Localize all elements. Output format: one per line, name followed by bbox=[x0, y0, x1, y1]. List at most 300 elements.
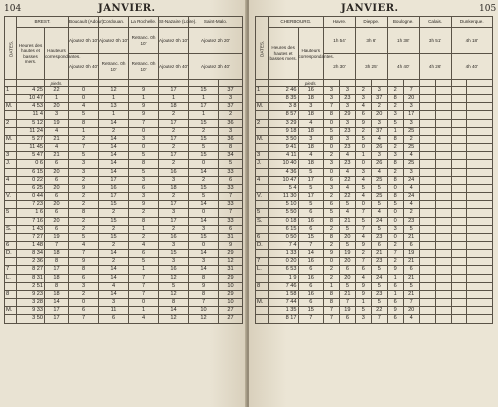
height-cell: 8 bbox=[69, 266, 99, 274]
height-cell: 15 bbox=[99, 201, 129, 209]
correction-cell: Retranc. 0h 10' bbox=[129, 28, 159, 54]
time-cell: 4 11 bbox=[268, 152, 298, 160]
height-cell: 25 bbox=[403, 160, 419, 168]
right-page bbox=[249, 0, 498, 407]
height-cell: 2 bbox=[69, 290, 99, 298]
page-number: 105 bbox=[479, 4, 497, 14]
date-cell: M. bbox=[256, 135, 269, 143]
height-cell: 8 bbox=[159, 299, 189, 307]
height-cell: 7 bbox=[298, 315, 324, 323]
time-cell: 7 16 bbox=[17, 217, 45, 225]
height-cell: 1 bbox=[129, 266, 159, 274]
time-cell: 8 31 bbox=[17, 274, 45, 282]
height-cell: 9 bbox=[387, 266, 403, 274]
height-cell: 19 bbox=[45, 233, 69, 241]
empty-cell bbox=[467, 119, 493, 127]
time-cell: 0 44 bbox=[17, 193, 45, 201]
table-row bbox=[5, 274, 243, 282]
height-cell: 5 bbox=[339, 225, 355, 233]
height-cell: 0 bbox=[387, 184, 403, 192]
height-cell: 5 bbox=[339, 241, 355, 249]
height-cell: 29 bbox=[339, 111, 355, 119]
height-cell: 20 bbox=[403, 307, 419, 315]
empty-cell bbox=[467, 193, 493, 201]
height-cell: 15 bbox=[189, 152, 219, 160]
table-row bbox=[256, 307, 493, 315]
correction-cell: Ajoutez 0h 40' bbox=[159, 54, 189, 80]
port-brest: BREST. bbox=[17, 17, 69, 28]
height-cell: 9 bbox=[355, 241, 371, 249]
time-cell: 1 33 bbox=[268, 250, 298, 258]
height-cell: 2 bbox=[99, 127, 129, 135]
table-row bbox=[256, 103, 493, 111]
date-cell bbox=[256, 307, 269, 315]
time-cell: 1 48 bbox=[17, 241, 45, 249]
height-cell: 5 bbox=[69, 111, 99, 119]
time-cell: 10 47 bbox=[17, 95, 45, 103]
table-row bbox=[256, 201, 493, 209]
height-cell: 2 bbox=[129, 233, 159, 241]
height-cell: 6 bbox=[45, 209, 69, 217]
height-cell: 24 bbox=[371, 217, 387, 225]
empty-cell bbox=[467, 95, 493, 103]
height-cell: 6 bbox=[355, 266, 371, 274]
height-cell: 16 bbox=[298, 258, 324, 266]
empty-cell bbox=[467, 201, 493, 209]
height-cell: 8 bbox=[324, 299, 340, 307]
height-cell: 14 bbox=[99, 119, 129, 127]
empty-cell bbox=[419, 135, 435, 143]
date-cell bbox=[5, 184, 17, 192]
height-cell: 20 bbox=[45, 168, 69, 176]
height-cell: 6 bbox=[298, 225, 324, 233]
height-cell: 33 bbox=[219, 184, 243, 192]
date-cell bbox=[5, 282, 17, 290]
height-cell: 6 bbox=[69, 307, 99, 315]
left-page bbox=[0, 0, 247, 407]
date-cell bbox=[5, 168, 17, 176]
empty-cell bbox=[419, 87, 435, 95]
height-cell: 2 bbox=[371, 103, 387, 111]
table-row bbox=[256, 266, 493, 274]
height-cell: 37 bbox=[371, 95, 387, 103]
empty-cell bbox=[451, 152, 467, 160]
table-row bbox=[5, 95, 243, 103]
height-cell: 36 bbox=[219, 135, 243, 143]
height-cell: 1 bbox=[69, 127, 99, 135]
running-head: JANVIER. bbox=[341, 3, 399, 14]
date-cell: J. bbox=[5, 160, 17, 168]
height-cell: 6 bbox=[355, 111, 371, 119]
height-cell: 5 bbox=[371, 299, 387, 307]
height-cell: 18 bbox=[298, 127, 324, 135]
date-cell: L. bbox=[5, 274, 17, 282]
time-cell: 9 18 bbox=[268, 127, 298, 135]
date-cell: 4 bbox=[5, 176, 17, 184]
height-cell: 21 bbox=[339, 217, 355, 225]
table-row bbox=[5, 103, 243, 111]
time-cell: 10 47 bbox=[268, 176, 298, 184]
height-cell: 12 bbox=[159, 315, 189, 323]
height-cell: 3 bbox=[355, 168, 371, 176]
height-cell: 21 bbox=[403, 290, 419, 298]
height-cell: 0 bbox=[324, 168, 340, 176]
height-cell: 3 bbox=[129, 135, 159, 143]
date-cell bbox=[256, 95, 269, 103]
height-cell: 17 bbox=[298, 193, 324, 201]
height-cell: 3 bbox=[189, 258, 219, 266]
empty-cell bbox=[467, 184, 493, 192]
height-cell: 5 bbox=[355, 217, 371, 225]
height-cell: 15 bbox=[189, 87, 219, 95]
height-cell: 17 bbox=[99, 193, 129, 201]
table-row bbox=[256, 95, 493, 103]
height-cell: 8 bbox=[324, 217, 340, 225]
height-cell: 7 bbox=[129, 119, 159, 127]
time-cell: 5 12 bbox=[17, 119, 45, 127]
table-row bbox=[5, 87, 243, 95]
height-cell: 18 bbox=[298, 144, 324, 152]
table-row bbox=[256, 209, 493, 217]
time-cell: 5 10 bbox=[268, 201, 298, 209]
time-cell: 3 8 bbox=[268, 103, 298, 111]
height-cell: 4 bbox=[403, 184, 419, 192]
height-cell: 1 bbox=[129, 225, 159, 233]
empty-cell bbox=[419, 209, 435, 217]
height-cell: 6 bbox=[387, 299, 403, 307]
height-cell: 17 bbox=[159, 201, 189, 209]
height-cell: 1 bbox=[45, 95, 69, 103]
table-row bbox=[256, 152, 493, 160]
height-cell: 0 bbox=[69, 299, 99, 307]
date-cell bbox=[5, 111, 17, 119]
height-cell: 2 bbox=[99, 241, 129, 249]
empty-cell bbox=[451, 144, 467, 152]
date-cell: 3 bbox=[256, 152, 269, 160]
height-cell: 3 bbox=[298, 135, 324, 143]
empty-cell bbox=[467, 250, 493, 258]
table-row bbox=[5, 193, 243, 201]
correction-cell: 3h 25' bbox=[355, 54, 387, 80]
height-cell: 4 bbox=[99, 282, 129, 290]
height-cell: 14 bbox=[99, 135, 129, 143]
height-cell: 4 bbox=[129, 315, 159, 323]
empty-cell bbox=[451, 299, 467, 307]
height-cell: 25 bbox=[403, 127, 419, 135]
height-cell: 10 bbox=[189, 307, 219, 315]
empty-cell bbox=[419, 160, 435, 168]
height-cell: 14 bbox=[99, 266, 129, 274]
height-cell: 5 bbox=[371, 201, 387, 209]
height-cell: 14 bbox=[298, 250, 324, 258]
height-cell: 8 bbox=[69, 119, 99, 127]
height-cell: 10 bbox=[219, 282, 243, 290]
correction-cell: 1h 38' bbox=[387, 28, 419, 54]
time-cell: 0 20 bbox=[268, 258, 298, 266]
date-cell: 1 bbox=[5, 87, 17, 95]
height-cell: 29 bbox=[219, 274, 243, 282]
height-cell: 5 bbox=[371, 282, 387, 290]
height-cell: 2 bbox=[387, 241, 403, 249]
table-row bbox=[256, 135, 493, 143]
height-cell: 0 bbox=[387, 209, 403, 217]
date-cell bbox=[256, 144, 269, 152]
height-cell: 3 bbox=[371, 87, 387, 95]
height-cell: 3 bbox=[355, 315, 371, 323]
time-cell: 7 27 bbox=[17, 233, 45, 241]
table-row bbox=[5, 111, 243, 119]
height-cell: 3 bbox=[159, 176, 189, 184]
height-cell: 6 bbox=[45, 225, 69, 233]
height-cell: 3 bbox=[387, 225, 403, 233]
empty-cell bbox=[435, 193, 451, 201]
height-cell: 16 bbox=[159, 266, 189, 274]
empty-cell bbox=[419, 274, 435, 282]
height-cell: 17 bbox=[159, 152, 189, 160]
height-cell: 2 bbox=[387, 168, 403, 176]
height-cell: 27 bbox=[219, 315, 243, 323]
height-cell: 2 bbox=[69, 193, 99, 201]
height-cell: 31 bbox=[219, 233, 243, 241]
height-cell: 6 bbox=[298, 299, 324, 307]
date-cell bbox=[256, 225, 269, 233]
date-cell: 2 bbox=[5, 119, 17, 127]
height-cell: 3 bbox=[355, 95, 371, 103]
table-row bbox=[5, 160, 243, 168]
height-cell: 5 bbox=[219, 160, 243, 168]
height-cell: 20 bbox=[339, 274, 355, 282]
date-cell bbox=[5, 201, 17, 209]
height-cell: 16 bbox=[298, 290, 324, 298]
empty-cell bbox=[435, 144, 451, 152]
tide-table-right bbox=[255, 16, 493, 324]
height-cell: 7 bbox=[355, 225, 371, 233]
date-cell bbox=[256, 127, 269, 135]
units-label: pieds. bbox=[45, 80, 69, 87]
correction-cell: Ajoutez 0h 10' bbox=[99, 28, 129, 54]
date-cell: 8 bbox=[256, 282, 269, 290]
correction-cell: 1h 54' bbox=[324, 28, 356, 54]
table-row bbox=[256, 250, 493, 258]
empty-cell bbox=[419, 258, 435, 266]
table-row bbox=[256, 290, 493, 298]
height-cell: 20 bbox=[371, 111, 387, 119]
height-cell: 2 bbox=[159, 127, 189, 135]
table-row bbox=[256, 274, 493, 282]
height-cell: 9 bbox=[355, 290, 371, 298]
time-cell: 6 25 bbox=[17, 184, 45, 192]
empty-cell bbox=[435, 250, 451, 258]
height-cell: 20 bbox=[45, 184, 69, 192]
height-cell: 6 bbox=[339, 315, 355, 323]
empty-cell bbox=[419, 152, 435, 160]
height-cell: 23 bbox=[371, 233, 387, 241]
table-row bbox=[5, 201, 243, 209]
height-cell: 7 bbox=[403, 299, 419, 307]
height-cell: 7 bbox=[129, 282, 159, 290]
height-cell: 3 bbox=[219, 127, 243, 135]
height-cell: 21 bbox=[403, 233, 419, 241]
height-cell: 6 bbox=[129, 184, 159, 192]
height-cell: 6 bbox=[298, 282, 324, 290]
height-cell: 7 bbox=[298, 241, 324, 249]
height-cell: 6 bbox=[219, 225, 243, 233]
height-cell: 15 bbox=[159, 250, 189, 258]
port-header: Cordouan. bbox=[99, 17, 129, 28]
empty-cell bbox=[419, 233, 435, 241]
time-cell: 11 30 bbox=[268, 193, 298, 201]
date-cell: D. bbox=[256, 241, 269, 249]
empty-cell bbox=[451, 95, 467, 103]
empty-cell bbox=[451, 119, 467, 127]
height-cell: 26 bbox=[371, 160, 387, 168]
empty-cell bbox=[435, 103, 451, 111]
date-cell: S. bbox=[256, 217, 269, 225]
date-cell bbox=[256, 315, 269, 323]
height-cell: 6 bbox=[99, 315, 129, 323]
height-cell: 5 bbox=[189, 193, 219, 201]
height-cell: 3 bbox=[69, 160, 99, 168]
height-cell: 1 bbox=[189, 111, 219, 119]
height-cell: 8 bbox=[324, 111, 340, 119]
height-cell: 3 bbox=[403, 103, 419, 111]
height-cell: 33 bbox=[219, 217, 243, 225]
empty-cell bbox=[467, 87, 493, 95]
height-cell: 2 bbox=[159, 160, 189, 168]
empty-cell bbox=[451, 184, 467, 192]
height-cell: 2 bbox=[129, 209, 159, 217]
height-cell: 37 bbox=[219, 103, 243, 111]
date-cell bbox=[256, 184, 269, 192]
height-cell: 9 bbox=[129, 87, 159, 95]
time-cell: 5 27 bbox=[17, 135, 45, 143]
date-cell: 3 bbox=[5, 152, 17, 160]
height-cell: 2 bbox=[99, 209, 129, 217]
height-cell: 2 bbox=[403, 135, 419, 143]
height-cell: 7 bbox=[219, 193, 243, 201]
empty-cell bbox=[435, 119, 451, 127]
time-cell: 7 23 bbox=[17, 201, 45, 209]
table-row bbox=[5, 127, 243, 135]
empty-cell bbox=[419, 119, 435, 127]
empty-cell bbox=[467, 258, 493, 266]
tide-table-left bbox=[4, 16, 243, 324]
height-cell: 16 bbox=[159, 168, 189, 176]
table-row bbox=[256, 233, 493, 241]
empty-cell bbox=[467, 176, 493, 184]
height-cell: 2 bbox=[403, 209, 419, 217]
height-cell: 18 bbox=[159, 184, 189, 192]
date-cell bbox=[256, 274, 269, 282]
time-col-header: Heures des hautes et basses mers. bbox=[268, 28, 298, 80]
height-cell: 27 bbox=[219, 307, 243, 315]
height-cell: 14 bbox=[159, 307, 189, 315]
height-cell: 5 bbox=[69, 152, 99, 160]
height-cell: 8 bbox=[387, 95, 403, 103]
height-cell: 0 bbox=[129, 299, 159, 307]
empty-cell bbox=[467, 266, 493, 274]
port-header: Saint-Malo. bbox=[189, 17, 243, 28]
dates-header: DATES. bbox=[5, 17, 17, 80]
height-cell: 1 bbox=[189, 95, 219, 103]
date-cell bbox=[5, 315, 17, 323]
height-cell: 14 bbox=[99, 274, 129, 282]
height-cell: 14 bbox=[45, 299, 69, 307]
correction-cell: 3h 6' bbox=[355, 28, 387, 54]
time-cell: 2 36 bbox=[17, 258, 45, 266]
height-cell: 5 bbox=[387, 201, 403, 209]
height-cell: 9 bbox=[324, 250, 340, 258]
height-cell: 23 bbox=[339, 144, 355, 152]
height-cell: 6 bbox=[298, 266, 324, 274]
height-cell: 2 bbox=[69, 135, 99, 143]
date-cell: M. bbox=[5, 103, 17, 111]
port-header: St-Nazaire (Loire). bbox=[159, 17, 189, 28]
height-cell: 1 bbox=[99, 111, 129, 119]
height-cell: 0 bbox=[355, 201, 371, 209]
empty-cell bbox=[419, 111, 435, 119]
time-cell: 3 50 bbox=[268, 135, 298, 143]
height-cell: 22 bbox=[371, 307, 387, 315]
correction-cell: 4h 18' bbox=[451, 28, 492, 54]
height-cell: 3 bbox=[339, 119, 355, 127]
table-row bbox=[256, 299, 493, 307]
empty-cell bbox=[419, 282, 435, 290]
empty-cell bbox=[435, 274, 451, 282]
height-cell: 4 bbox=[403, 315, 419, 323]
height-cell: 5 bbox=[339, 282, 355, 290]
height-cell: 22 bbox=[45, 87, 69, 95]
correction-cell: Ajoutez 0h 40' bbox=[69, 54, 99, 80]
height-cell: 2 bbox=[355, 87, 371, 95]
height-cell: 3 bbox=[159, 209, 189, 217]
height-cell: 14 bbox=[99, 144, 129, 152]
height-cell: 2 bbox=[355, 127, 371, 135]
height-cell: 4 bbox=[355, 233, 371, 241]
height-cell: 24 bbox=[371, 274, 387, 282]
height-cell: 20 bbox=[403, 95, 419, 103]
empty-cell bbox=[467, 290, 493, 298]
empty-cell bbox=[419, 103, 435, 111]
height-cell: 4 bbox=[355, 274, 371, 282]
height-cell: 7 bbox=[324, 307, 340, 315]
height-cell: 14 bbox=[99, 152, 129, 160]
time-cell: 1 35 bbox=[268, 307, 298, 315]
table-row bbox=[5, 119, 243, 127]
height-cell: 5 bbox=[159, 282, 189, 290]
height-cell: 4 bbox=[355, 176, 371, 184]
empty-cell bbox=[467, 111, 493, 119]
height-cell: 2 bbox=[324, 193, 340, 201]
height-cell: 3 bbox=[159, 258, 189, 266]
height-cell: 0 bbox=[69, 87, 99, 95]
height-cell: 2 bbox=[159, 225, 189, 233]
height-cell: 17 bbox=[159, 119, 189, 127]
correction-cell: 2h 30' bbox=[324, 54, 356, 80]
height-cell: 1 bbox=[159, 95, 189, 103]
empty-cell bbox=[435, 209, 451, 217]
height-cell: 17 bbox=[45, 307, 69, 315]
empty-cell bbox=[467, 299, 493, 307]
time-cell: 9 33 bbox=[17, 307, 45, 315]
height-cell: 7 bbox=[324, 103, 340, 111]
empty-cell bbox=[435, 168, 451, 176]
table-row bbox=[5, 176, 243, 184]
table-row bbox=[5, 135, 243, 143]
empty-cell bbox=[451, 160, 467, 168]
height-cell: 2 bbox=[69, 217, 99, 225]
height-cell: 15 bbox=[99, 233, 129, 241]
